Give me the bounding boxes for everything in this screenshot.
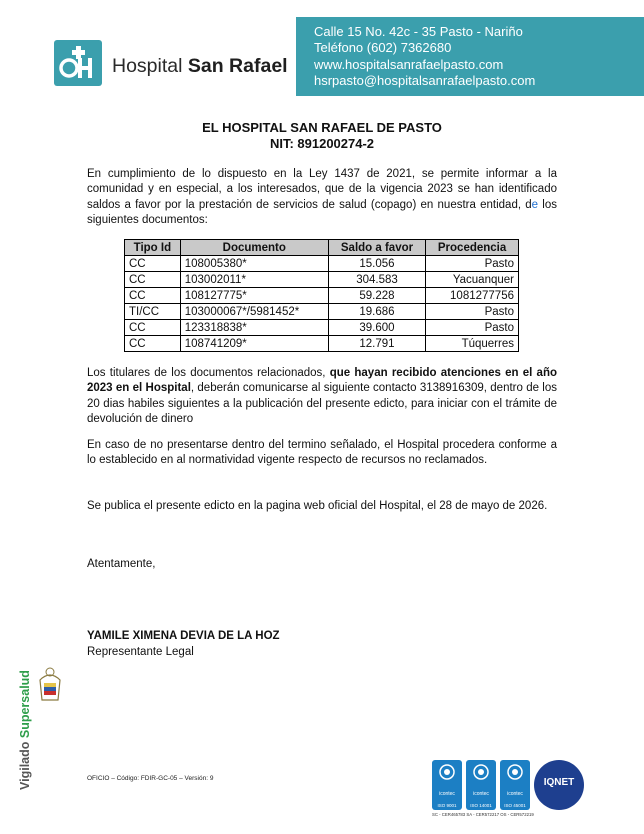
cell-procedencia: Pasto (426, 256, 519, 272)
cell-procedencia: Túquerres (426, 336, 519, 352)
unclaimed-paragraph: En caso de no presentarse dentro del termino señalado, el Hospital procedera conforme a lo establecido en al normatividad vigente respecto de recursos no reclamados. (87, 439, 557, 467)
cell-saldo: 59.228 (328, 288, 425, 304)
cell-procedencia: Pasto (426, 304, 519, 320)
instructions-paragraph: Los titulares de los documentos relacionados, que hayan recibido atenciones en el año 2023 en el Hospital, deberán comunicarse al siguiente contacto 3138916309, dentro de los 20 dias habiles siguientes a la publicación del presente edicto, para iniciar con el trámite de devolución de dinero (87, 367, 558, 425)
cell-documento: 108127775* (180, 288, 328, 304)
table-row (125, 288, 519, 304)
iqnet-seal: IQNET (534, 760, 584, 810)
cell-documento: 103002011* (180, 272, 328, 288)
cell-tipo-id: CC (125, 336, 181, 352)
cell-procedencia: 1081277756 (426, 288, 519, 304)
cell-tipo-id: CC (125, 256, 181, 272)
vigilado-supersalud-seal (18, 650, 78, 800)
certificate-codes: SC - CER465783 SA - CER572217 OS - CER572219 (432, 812, 534, 817)
documents-table (124, 239, 519, 352)
cell-saldo: 19.686 (328, 304, 425, 320)
table-header-row (125, 240, 519, 256)
table-row (125, 272, 519, 288)
intro-paragraph: En cumplimiento de lo dispuesto en la Ley 1437 de 2021, se permite informar a la comunidad y en especial, a los interesados, que de la vigencia 2023 se han identificado saldos a favor por la prestación de servicios de salud (copago) en nuestra entidad, de los siguientes documentos: (87, 168, 557, 226)
signer-role: Representante Legal (87, 646, 194, 658)
cell-tipo-id: CC (125, 272, 181, 288)
hospital-emblem-icon (54, 40, 102, 86)
icontec-iso-9001-seal: icontec ISO 9001 (432, 760, 462, 810)
vigilado-label: Vigilado Supersalud (18, 670, 32, 790)
column-header-saldo: Saldo a favor (328, 240, 425, 256)
cell-saldo: 304.583 (328, 272, 425, 288)
cell-documento: 123318838* (180, 320, 328, 336)
contact-website: www.hospitalsanrafaelpasto.com (314, 56, 504, 72)
cell-tipo-id: CC (125, 320, 181, 336)
column-header-tipo-id: Tipo Id (125, 240, 181, 256)
certifications (428, 760, 588, 820)
document-code: OFICIO – Código: FDIR-GC-05 – Versión: 9 (87, 775, 214, 782)
contact-phone: Teléfono (602) 7362680 (314, 40, 452, 56)
icontec-icon (432, 760, 462, 784)
publication-paragraph: Se publica el presente edicto en la pagina web oficial del Hospital, el 28 de mayo de 2026. (87, 500, 548, 512)
table-row (125, 336, 519, 352)
icontec-iso-45001-seal: icontec ISO 45001 (500, 760, 530, 810)
table-row (125, 256, 519, 272)
column-header-procedencia: Procedencia (426, 240, 519, 256)
icontec-icon (466, 760, 496, 784)
cell-tipo-id: TI/CC (125, 304, 181, 320)
cell-documento: 108741209* (180, 336, 328, 352)
contact-address: Calle 15 No. 42c - 35 Pasto - Nariño (314, 24, 523, 39)
cell-documento: 103000067*/5981452* (180, 304, 328, 320)
document-title: EL HOSPITAL SAN RAFAEL DE PASTO (202, 120, 442, 135)
cell-saldo: 39.600 (328, 320, 425, 336)
cell-saldo: 15.056 (328, 256, 425, 272)
cell-procedencia: Pasto (426, 320, 519, 336)
cell-tipo-id: CC (125, 288, 181, 304)
icontec-icon (500, 760, 530, 784)
closing-salutation: Atentamente, (87, 558, 156, 570)
table-row (125, 304, 519, 320)
signer-name: YAMILE XIMENA DEVIA DE LA HOZ (87, 630, 280, 642)
hospital-logo (54, 40, 288, 90)
hospital-name: Hospital San Rafael (112, 55, 288, 77)
icontec-iso-14001-seal: icontec ISO 14001 (466, 760, 496, 810)
document-nit: NIT: 891200274-2 (269, 136, 375, 151)
cell-procedencia: Yacuanquer (426, 272, 519, 288)
cell-saldo: 12.791 (328, 336, 425, 352)
contact-box (296, 17, 644, 96)
column-header-documento: Documento (180, 240, 328, 256)
cell-documento: 108005380* (180, 256, 328, 272)
table-row (125, 320, 519, 336)
contact-email: hsrpasto@hospitalsanrafaelpasto.com (314, 72, 536, 88)
